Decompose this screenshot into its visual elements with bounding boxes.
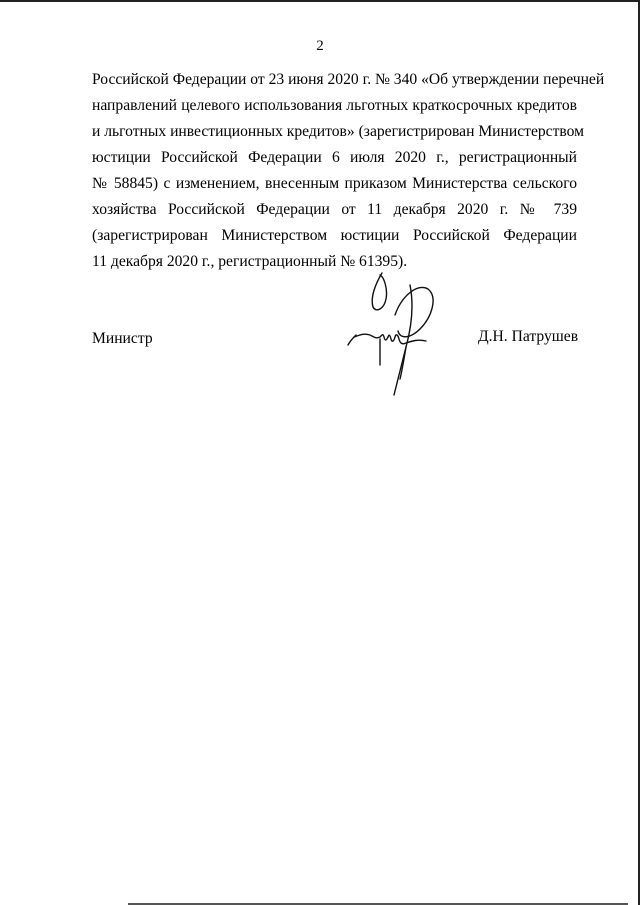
handwritten-signature-icon — [340, 255, 460, 405]
body-line: юстиции Российской Федерации 6 июля 2020 г., регистрационный — [92, 149, 577, 166]
scan-edge-top — [0, 0, 640, 2]
body-line: хозяйства Российской Федерации от 11 декабря 2020 г. № 739 — [92, 201, 577, 218]
body-line: и льготных инвестиционных кредитов» (зарегистрирован Министерством — [92, 123, 585, 140]
body-line: Российской Федерации от 23 июня 2020 г. № 340 «Об утверждении перечней — [92, 71, 605, 88]
signatory-name: Д.Н. Патрушев — [478, 328, 579, 345]
body-line: № 58845) с изменением, внесенным приказом Министерства сельского — [92, 175, 577, 192]
body-line: направлений целевого использования льготных краткосрочных кредитов — [92, 97, 577, 114]
body-line: 11 декабря 2020 г., регистрационный № 61395). — [92, 253, 408, 270]
body-line: (зарегистрирован Министерством юстиции Российской Федерации — [92, 227, 577, 244]
signatory-title: Министр — [92, 330, 153, 347]
page-number: 2 — [316, 38, 324, 54]
